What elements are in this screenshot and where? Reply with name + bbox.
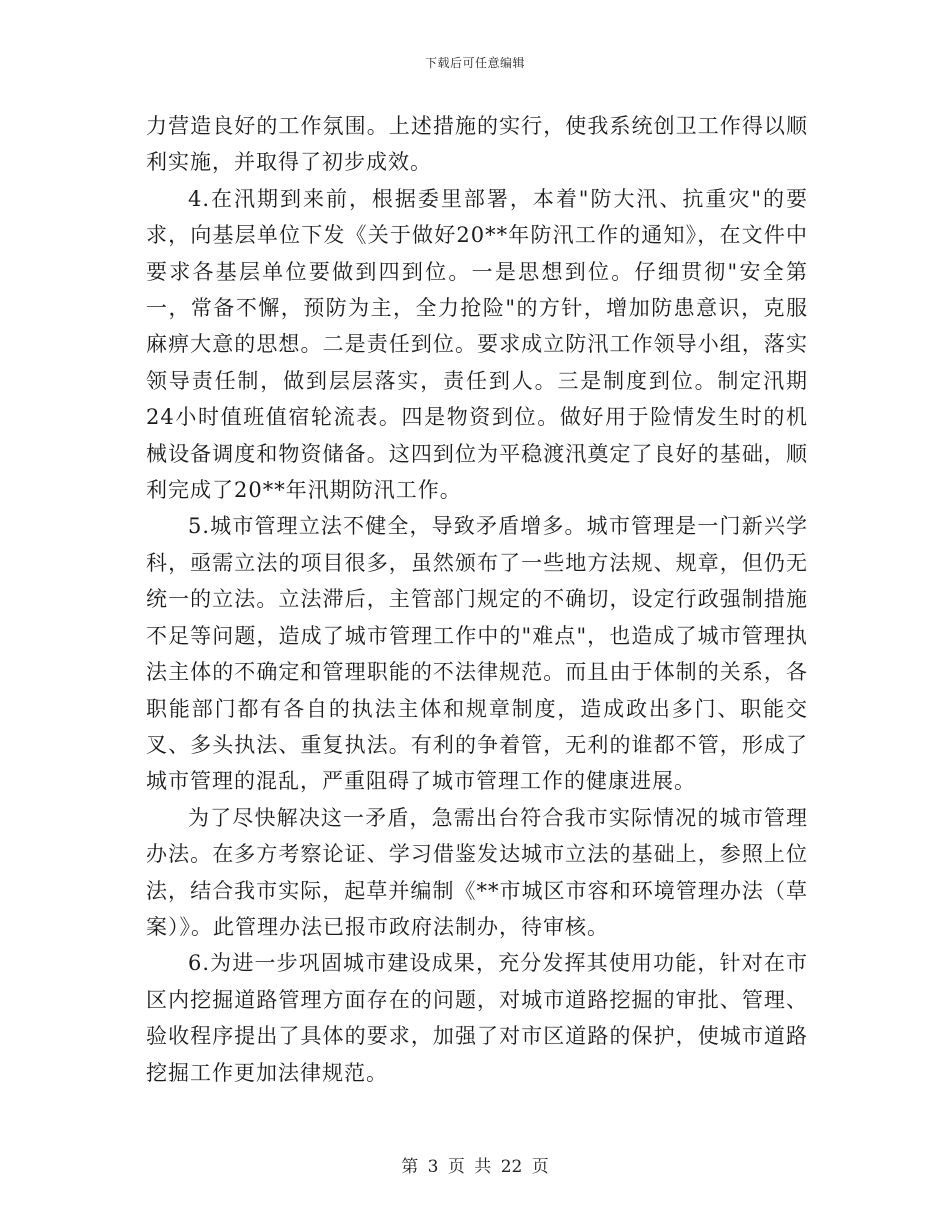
paragraph-item-6: 6.为进一步巩固城市建设成果，充分发挥其使用功能，针对在市区内挖掘道路管理方面存在的问题，对城市道路挖掘的审批、管理、验收程序提出了具体的要求，加强了对市区道路的保护，使城市道路挖掘工作更加法律规范。 [146,951,808,1085]
paragraph-continuation: 力营造良好的工作氛围。上述措施的实行，使我系统创卫工作得以顺利实施，并取得了初步成效。 [146,114,808,175]
paragraph-solution: 为了尽快解决这一矛盾，急需出台符合我市实际情况的城市管理办法。在多方考察论证、学习借鉴发达城市立法的基础上，参照上位法，结合我市实际，起草并编制《**市城区市容和环境管理办法（草案）》。此管理办法已报市政府法制办，待审核。 [146,805,808,939]
document-body [146,108,808,1091]
page-number: 第 3 页 共 22 页 [401,1157,549,1177]
paragraph-item-5: 5.城市管理立法不健全，导致矛盾增多。城市管理是一门新兴学科，亟需立法的项目很多，虽然颁布了一些地方法规、规章，但仍无统一的立法。立法滞后，主管部门规定的不确切，设定行政强制措施不足等问题，造成了城市管理工作中的"难点"，也造成了城市管理执法主体的不确定和管理职能的不法律规范。而且由于体制的关系，各职能部门都有各自的执法主体和规章制度，造成政出多门、职能交叉、多头执法、重复执法。有利的争着管，无利的谁都不管，形成了城市管理的混乱，严重阻碍了城市管理工作的健康进展。 [146,514,808,794]
page-header: 下载后可任意编辑 [424,56,525,70]
paragraph-item-4: 4.在汛期到来前，根据委里部署，本着"防大汛、抗重灾"的要求，向基层单位下发《关于做好20**年防汛工作的通知》，在文件中要求各基层单位要做到四到位。一是思想到位。仔细贯彻"安全第一，常备不懈，预防为主，全力抢险"的方针，增加防患意识，克服麻痹大意的思想。二是责任到位。要求成立防汛工作领导小组，落实领导责任制，做到层层落实，责任到人。三是制度到位。制定汛期24小时值班值宿轮流表。四是物资到位。做好用于险情发生时的机械设备调度和物资储备。这四到位为平稳渡汛奠定了良好的基础，顺利完成了20**年汛期防汛工作。 [146,186,808,503]
